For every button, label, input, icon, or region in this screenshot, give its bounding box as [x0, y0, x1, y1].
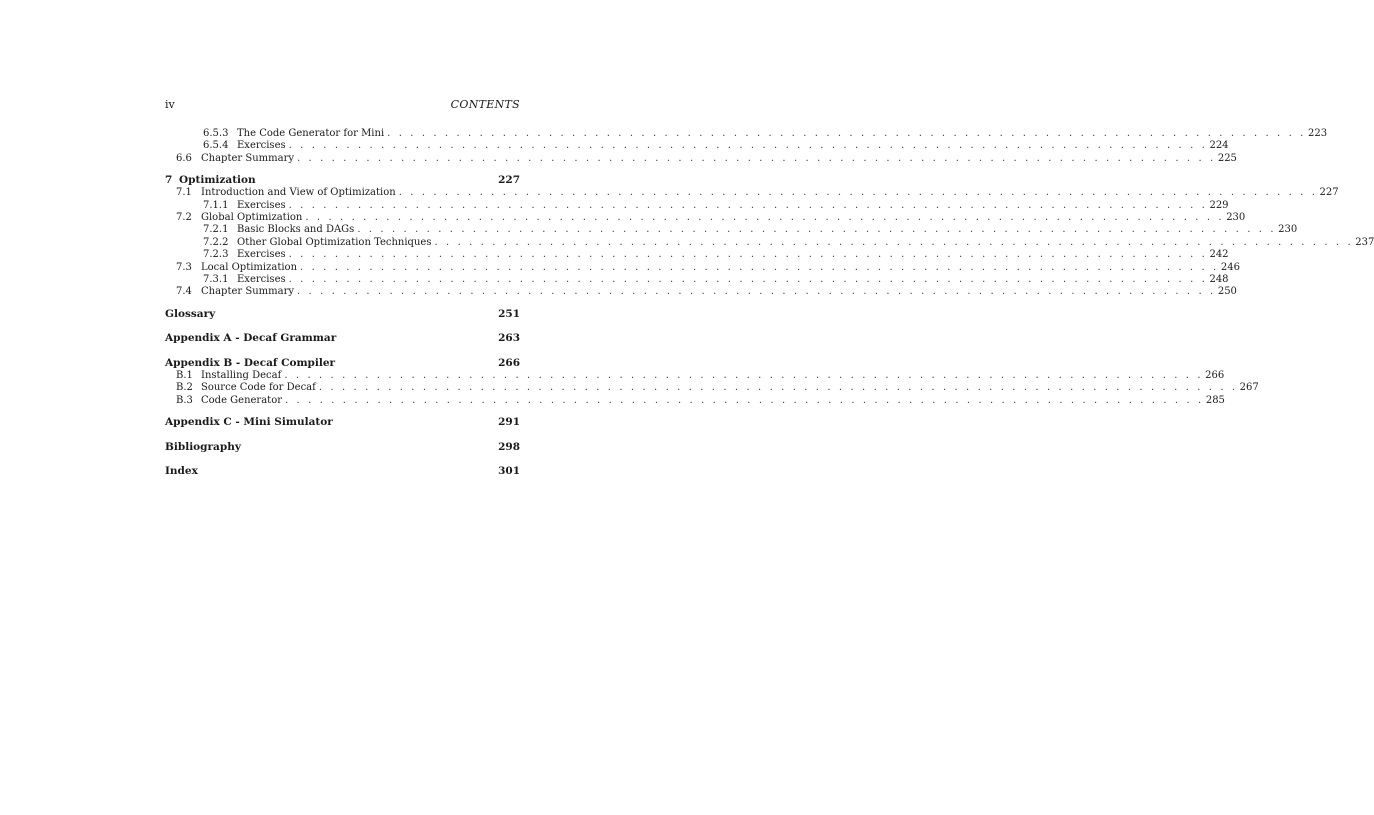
toc-section-entry [165, 394, 1225, 407]
toc-section-entry [165, 224, 1298, 236]
toc-entry-page: 230 [1226, 211, 1246, 223]
toc-entry-page: 229 [1209, 199, 1229, 211]
toc-section-entry [165, 286, 1237, 298]
toc-dot-leader: . . . . . . . . . . . . . . . . . . . . . . . . . . . . . . . . . . . . . . . . . . . . . . . . . . . . . . . . . . . . . . . . . . . . . . . . . . . . . . . . [284, 369, 1204, 381]
toc-section-entry [165, 211, 1246, 224]
toc-entry-title: Code Generator [201, 394, 282, 406]
toc-chapter-entry [165, 441, 520, 454]
toc-section-entry [165, 236, 1374, 249]
toc-entry-number: 7.2.2 [203, 236, 229, 248]
toc-entry-page: 248 [1209, 273, 1229, 285]
toc-dot-leader: . . . . . . . . . . . . . . . . . . . . . . . . . . . . . . . . . . . . . . . . . . . . . . . . . . . . . . . . . . . . . . . . . . . . . . . . . . . . . . . . [297, 286, 1216, 298]
toc-entry-page: 266 [1205, 369, 1225, 381]
running-header-title: CONTENTS [450, 98, 520, 111]
toc-dot-leader: . . . . . . . . . . . . . . . . . . . . . . . . . . . . . . . . . . . . . . . . . . . . . . . . . . . . . . . . . . . . . . . . . . . . . . . . . . . . . . . . [357, 224, 1277, 236]
toc-dot-leader: . . . . . . . . . . . . . . . . . . . . . . . . . . . . . . . . . . . . . . . . . . . . . . . . . . . . . . . . . . . . . . . . . . . . . . . . . . . . . . . . [387, 128, 1306, 139]
toc-entry-title: Global Optimization [201, 211, 303, 223]
toc-entry-title: The Code Generator for Mini [237, 128, 385, 139]
toc-entry-number: 7.2 [176, 211, 192, 223]
toc-entry-page: 285 [1205, 394, 1225, 406]
toc-entry-page: 242 [1209, 249, 1229, 261]
toc-entry-title: Exercises [237, 199, 286, 211]
toc-chapter-entry [165, 332, 520, 345]
page-number-roman: iv [165, 98, 175, 111]
toc-entry-number: 6.5.3 [203, 128, 229, 139]
toc-entry-title: Installing Decaf [201, 369, 282, 381]
toc-section-entry [165, 369, 1225, 382]
toc-entry-title: Glossary [165, 307, 216, 320]
toc-entry-page: 250 [1217, 286, 1237, 298]
toc-entry-number: 7.1 [176, 187, 192, 199]
toc-section-entry [165, 187, 1339, 199]
toc-entry-title: Exercises [237, 140, 286, 152]
toc-entry-number: 7.4 [176, 286, 192, 298]
toc-entry-number: 7.1.1 [203, 199, 229, 211]
toc-chapter-entry [165, 416, 520, 429]
toc-entry-page: 291 [498, 416, 520, 429]
toc-entry-number: B.1 [176, 369, 193, 381]
toc-entry-number: 7.2.1 [203, 224, 229, 236]
running-header [165, 98, 520, 112]
toc-entry-title: Appendix B - Decaf Compiler [165, 356, 336, 369]
toc-dot-leader: . . . . . . . . . . . . . . . . . . . . . . . . . . . . . . . . . . . . . . . . . . . . . . . . . . . . . . . . . . . . . . . . . . . . . . . . . . . . . . . . [318, 382, 1238, 394]
toc-chapter-entry [165, 465, 520, 478]
toc-section-entry [165, 199, 1229, 212]
toc-entry-page: 224 [1209, 140, 1229, 152]
toc-section-entry [165, 249, 1229, 261]
toc-entry-page: 251 [498, 307, 520, 320]
toc-entry-title: Exercises [237, 249, 286, 261]
toc-dot-leader: . . . . . . . . . . . . . . . . . . . . . . . . . . . . . . . . . . . . . . . . . . . . . . . . . . . . . . . . . . . . . . . . . . . . . . . . . . . . . . . . [288, 140, 1208, 152]
toc-chapter-entry [165, 357, 520, 370]
toc-entry-page: 298 [498, 440, 520, 453]
toc-chapter-entry [165, 308, 520, 321]
toc-dot-leader: . . . . . . . . . . . . . . . . . . . . . . . . . . . . . . . . . . . . . . . . . . . . . . . . . . . . . . . . . . . . . . . . . . . . . . . . . . . . . . . . [434, 236, 1354, 248]
toc-section-entry [165, 382, 1259, 394]
toc-entry-page: 237 [1355, 236, 1374, 248]
toc-entry-title: Local Optimization [201, 261, 298, 273]
toc-entry-title: Chapter Summary [201, 152, 294, 164]
toc-section-entry [165, 273, 1229, 286]
toc-entry-title: Appendix A - Decaf Grammar [165, 332, 337, 345]
toc-entry-number: 7.2.3 [203, 249, 229, 261]
toc-entry-number: 7.3.1 [203, 273, 229, 285]
toc-entry-page: 227 [1319, 187, 1339, 199]
toc-entry-title: Appendix C - Mini Simulator [165, 416, 333, 429]
toc-section-entry [165, 261, 1240, 274]
toc-entry-number: 7.3 [176, 261, 192, 273]
toc-dot-leader: . . . . . . . . . . . . . . . . . . . . . . . . . . . . . . . . . . . . . . . . . . . . . . . . . . . . . . . . . . . . . . . . . . . . . . . . . . . . . . . . [300, 261, 1219, 273]
toc-entry-page: 223 [1307, 128, 1328, 139]
toc-entry-page: 267 [1239, 382, 1259, 394]
toc-section-entry [165, 128, 1328, 140]
toc-entry-number: 6.5.4 [203, 140, 229, 152]
toc-dot-leader: . . . . . . . . . . . . . . . . . . . . . . . . . . . . . . . . . . . . . . . . . . . . . . . . . . . . . . . . . . . . . . . . . . . . . . . . . . . . . . . . [285, 394, 1204, 406]
toc-entry-page: 263 [498, 332, 520, 345]
toc-entry-page: 230 [1278, 224, 1298, 236]
toc-dot-leader: . . . . . . . . . . . . . . . . . . . . . . . . . . . . . . . . . . . . . . . . . . . . . . . . . . . . . . . . . . . . . . . . . . . . . . . . . . . . . . . . [305, 211, 1225, 223]
toc-entry-title: Exercises [237, 273, 286, 285]
toc-entry-page: 225 [1217, 152, 1237, 164]
toc-entry-title: Introduction and View of Optimization [201, 187, 396, 199]
toc-entry-title: Source Code for Decaf [201, 382, 316, 394]
toc-dot-leader: . . . . . . . . . . . . . . . . . . . . . . . . . . . . . . . . . . . . . . . . . . . . . . . . . . . . . . . . . . . . . . . . . . . . . . . . . . . . . . . . [398, 187, 1318, 199]
toc-dot-leader: . . . . . . . . . . . . . . . . . . . . . . . . . . . . . . . . . . . . . . . . . . . . . . . . . . . . . . . . . . . . . . . . . . . . . . . . . . . . . . . . [288, 199, 1208, 211]
toc-entry-page: 301 [498, 465, 520, 478]
toc-entry-title: Index [165, 465, 198, 478]
table-of-contents [165, 128, 1374, 478]
toc-section-entry [165, 140, 1229, 152]
toc-dot-leader: . . . . . . . . . . . . . . . . . . . . . . . . . . . . . . . . . . . . . . . . . . . . . . . . . . . . . . . . . . . . . . . . . . . . . . . . . . . . . . . . [288, 249, 1208, 261]
toc-entry-page: 227 [498, 174, 520, 187]
toc-entry-page: 266 [498, 356, 520, 369]
toc-entry-number: 6.6 [176, 152, 192, 164]
toc-entry-number: B.3 [176, 394, 193, 406]
toc-entry-title: Other Global Optimization Techniques [237, 236, 432, 248]
toc-entry-title: Basic Blocks and DAGs [237, 224, 355, 236]
toc-entry-page: 246 [1220, 261, 1240, 273]
toc-entry-number: 7 [165, 174, 173, 187]
toc-chapter-entry [165, 174, 520, 187]
toc-dot-leader: . . . . . . . . . . . . . . . . . . . . . . . . . . . . . . . . . . . . . . . . . . . . . . . . . . . . . . . . . . . . . . . . . . . . . . . . . . . . . . . . [288, 273, 1208, 285]
toc-entry-number: B.2 [176, 382, 193, 394]
toc-entry-title: Optimization [179, 174, 256, 187]
toc-section-entry [165, 152, 1237, 165]
toc-entry-title: Chapter Summary [201, 286, 294, 298]
toc-entry-title: Bibliography [165, 440, 241, 453]
toc-dot-leader: . . . . . . . . . . . . . . . . . . . . . . . . . . . . . . . . . . . . . . . . . . . . . . . . . . . . . . . . . . . . . . . . . . . . . . . . . . . . . . . . [297, 152, 1216, 164]
